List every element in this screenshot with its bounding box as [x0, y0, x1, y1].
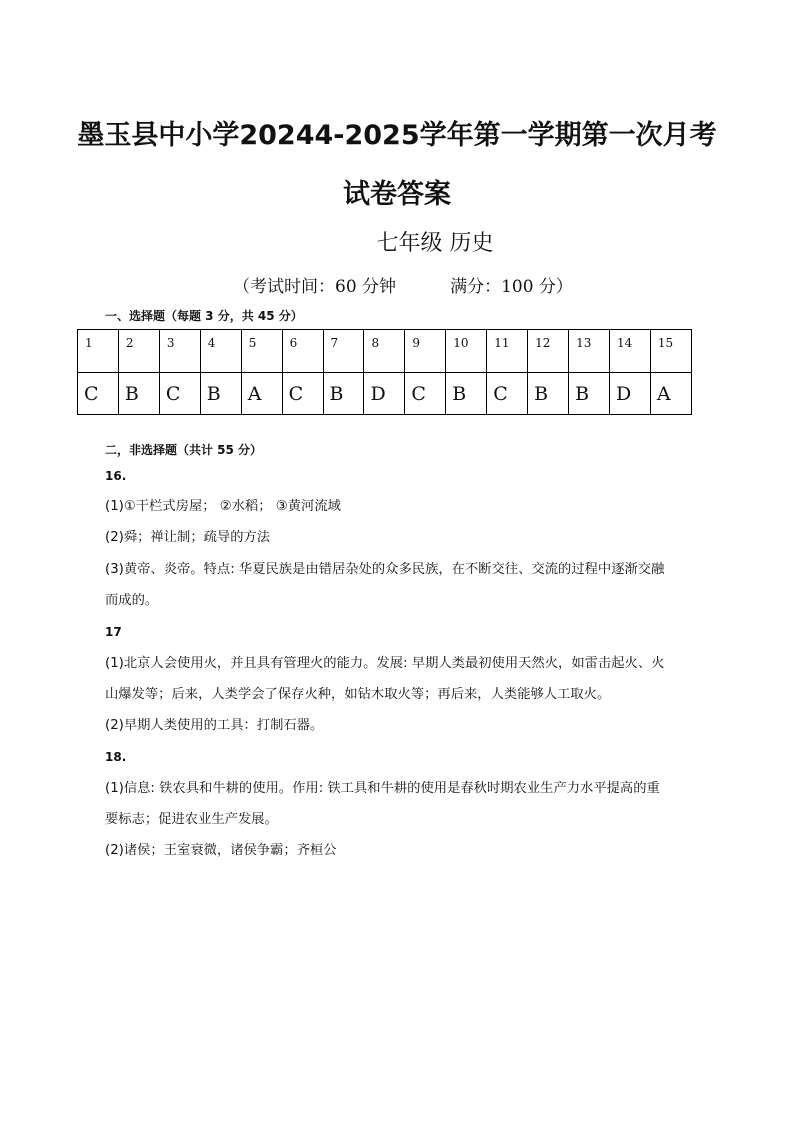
answer-letter: B: [446, 373, 487, 415]
q16-answer-3-line-2: 而成的。: [105, 593, 159, 608]
title-line-2: 试卷答案: [343, 179, 451, 210]
title-line-1: 墨玉县中小学20244-2025学年第一学期第一次月考: [77, 120, 717, 151]
answer-letter: B: [200, 373, 241, 415]
question-number: 11: [487, 330, 528, 373]
answer-letter: B: [323, 373, 364, 415]
section2-title: 二，非选择题（共计 55 分）: [105, 443, 263, 457]
answer-letter: C: [78, 373, 119, 415]
question-number: 12: [528, 330, 569, 373]
question-number: 1: [78, 330, 119, 373]
q18-answer-1-line-1: (1)信息: 铁农具和牛耕的使用。作用: 铁工具和牛耕的使用是春秋时期农业生产力水平提高的重: [105, 781, 660, 796]
question-number: 4: [200, 330, 241, 373]
grade-subject: 七年级 历史: [376, 231, 494, 256]
q17-number: 17: [105, 625, 122, 639]
q16-number: 16.: [105, 469, 127, 483]
question-number: 3: [159, 330, 200, 373]
q16-answer-1: (1)①干栏式房屋； ②水稻； ③黄河流域: [105, 499, 341, 514]
answer-letter: C: [405, 373, 446, 415]
question-number: 13: [569, 330, 610, 373]
q17-answer-1-line-1: (1)北京人会使用火，并且具有管理火的能力。发展: 早期人类最初使用天然火，如雷击起火、火: [105, 656, 665, 671]
q18-answer-2: (2)诸侯；王室衰微，诸侯争霸；齐桓公: [105, 843, 337, 858]
question-number: 5: [241, 330, 282, 373]
question-number: 8: [364, 330, 405, 373]
section1-title: 一、选择题（每题 3 分，共 45 分）: [105, 309, 303, 323]
question-number: 2: [118, 330, 159, 373]
q17-answer-2: (2)早期人类使用的工具：打制石器。: [105, 718, 324, 733]
answer-letter: C: [159, 373, 200, 415]
answer-table-number-row: [78, 330, 692, 373]
answer-letter: C: [282, 373, 323, 415]
answer-table-answer-row: [78, 373, 692, 415]
question-number: 6: [282, 330, 323, 373]
answer-letter: B: [569, 373, 610, 415]
q17-answer-1-line-2: 山爆发等；后来，人类学会了保存火种，如钻木取火等；再后来，人类能够人工取火。: [105, 687, 611, 702]
question-number: 14: [609, 330, 650, 373]
answer-table: [77, 329, 692, 415]
answer-letter: A: [241, 373, 282, 415]
question-number: 15: [650, 330, 691, 373]
answer-letter: B: [528, 373, 569, 415]
question-number: 7: [323, 330, 364, 373]
answer-letter: D: [364, 373, 405, 415]
question-number: 10: [446, 330, 487, 373]
answer-letter: B: [118, 373, 159, 415]
q18-answer-1-line-2: 要标志；促进农业生产发展。: [105, 812, 278, 827]
exam-info: （考试时间：60 分钟 满分：100 分）: [233, 277, 573, 297]
answer-letter: D: [609, 373, 650, 415]
question-number: 9: [405, 330, 446, 373]
q16-answer-3-line-1: (3)黄帝、炎帝。特点: 华夏民族是由错居杂处的众多民族，在不断交往、交流的过程中逐渐交融: [105, 562, 665, 577]
q18-number: 18.: [105, 750, 127, 764]
answer-letter: C: [487, 373, 528, 415]
answer-letter: A: [650, 373, 691, 415]
q16-answer-2: (2)舜；禅让制；疏导的方法: [105, 530, 271, 545]
